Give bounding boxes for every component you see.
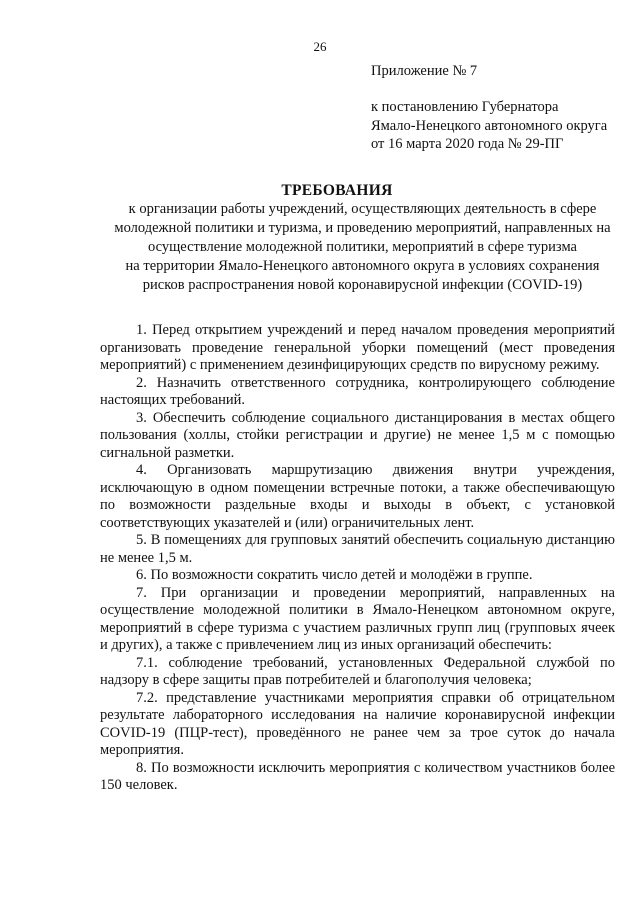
subtitle-line: молодежной политики и туризма, и проведению мероприятий, направленных на	[114, 220, 611, 236]
document-subtitle	[0, 200, 640, 295]
requirement-paragraph: 7. При организации и проведении мероприятий, направленных на осуществление молодежной политики в Ямало-Ненецком автономном округе, мероприятий в сфере туризма с участием различных групп лиц (групповых ячеек и других), а также с привлечением лиц из иных организаций обеспечить:	[100, 584, 615, 653]
requirement-paragraph: 1. Перед открытием учреждений и перед началом проведения мероприятий организовать проведение генеральной уборки помещений (мест проведения мероприятий) с применением дезинфицирующих средств по вирусному режиму.	[100, 322, 615, 373]
appendix-ref-line: к постановлению Губернатора	[371, 99, 559, 115]
requirements-body	[100, 322, 615, 795]
page-number: 26	[313, 39, 327, 54]
appendix-label: Приложение № 7	[371, 63, 478, 79]
appendix-reference	[371, 98, 607, 154]
appendix-ref-line: от 16 марта 2020 года № 29-ПГ	[371, 136, 564, 152]
document-title: ТРЕБОВАНИЯ	[281, 182, 393, 199]
requirement-subparagraph: 7.2. представление участниками мероприятия справки об отрицательном результате лабораторного исследования на наличие коронавирусной инфекции COVID-19 (ПЦР-тест), проведённого не ранее чем за трое суток до начала мероприятия.	[100, 689, 615, 758]
requirement-paragraph: 6. По возможности сократить число детей и молодёжи в группе.	[136, 567, 533, 583]
subtitle-line: на территории Ямало-Ненецкого автономного округа в условиях сохранения	[125, 258, 600, 274]
requirement-subparagraph: 7.1. соблюдение требований, установленных Федеральной службой по надзору в сфере защиты прав потребителей и благополучия человека;	[100, 654, 615, 688]
subtitle-line: осуществление молодежной политики, мероприятий в сфере туризма	[148, 239, 577, 255]
subtitle-line: рисков распространения новой коронавирусной инфекции (COVID-19)	[142, 277, 583, 293]
subtitle-line: к организации работы учреждений, осуществляющих деятельность в сфере	[128, 201, 597, 217]
requirement-paragraph: 8. По возможности исключить мероприятия с количеством участников более 150 человек.	[100, 759, 615, 793]
appendix-ref-line: Ямало-Ненецкого автономного округа	[371, 117, 608, 134]
requirement-paragraph: 5. В помещениях для групповых занятий обеспечить социальную дистанцию не менее 1,5 м.	[100, 532, 615, 566]
requirement-paragraph: 2. Назначить ответственного сотрудника, контролирующего соблюдение настоящих требований.	[100, 374, 615, 408]
requirement-paragraph: 4. Организовать маршрутизацию движения внутри учреждения, исключающую в одном помещении встречные потоки, а также обеспечивающую по возможности раздельные входы и выходы в объект, с установкой соответствующих указателей и (или) ограничительных лент.	[100, 462, 615, 531]
requirement-paragraph: 3. Обеспечить соблюдение социального дистанцирования в местах общего пользования (холлы, стойки регистрации и другие) не менее 1,5 м с помощью сигнальной разметки.	[100, 409, 615, 461]
